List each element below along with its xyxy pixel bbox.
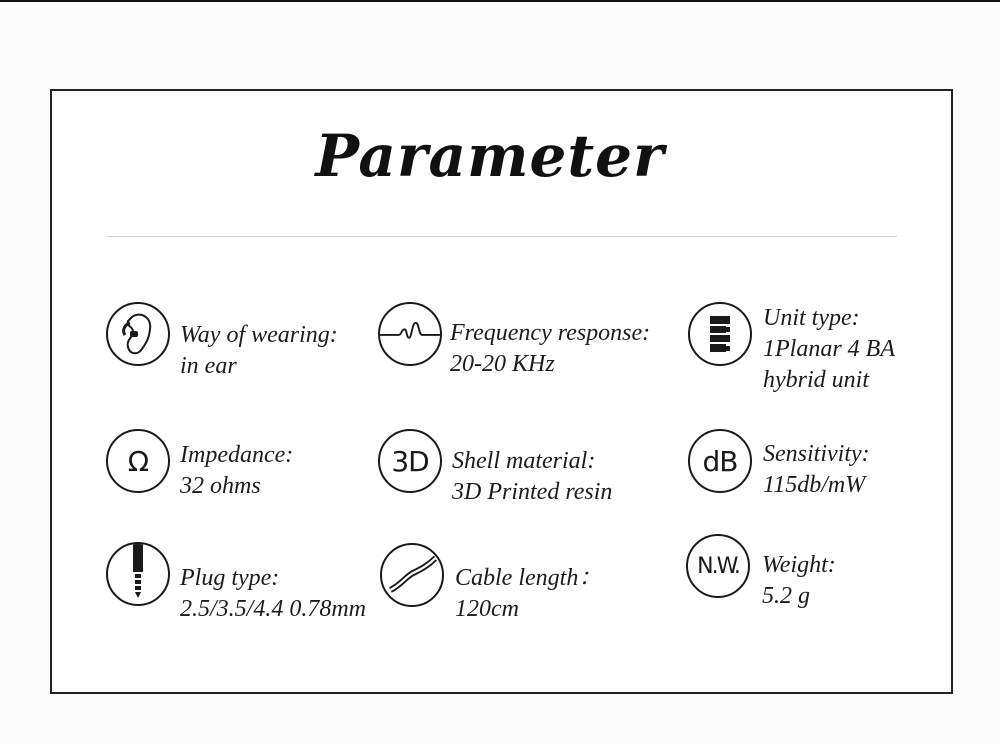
- param-value: 2.5/3.5/4.4 0.78mm: [180, 596, 366, 622]
- param-label: Shell material:: [452, 448, 596, 474]
- param-value: 32 ohms: [180, 473, 261, 499]
- driver-unit-icon: [688, 302, 752, 366]
- param-label: Weight:: [762, 552, 836, 578]
- 3d-icon: 3D: [378, 429, 442, 493]
- param-value: 3D Printed resin: [452, 479, 613, 505]
- param-value: in ear: [180, 353, 237, 379]
- title-divider: [107, 236, 897, 237]
- param-value: 20-20 KHz: [450, 351, 555, 377]
- param-label: Plug type:: [180, 565, 280, 591]
- param-value: 115db/mW: [763, 472, 866, 498]
- param-label: Sensitivity:: [763, 441, 870, 467]
- param-label: Impedance:: [180, 442, 294, 468]
- db-icon: dB: [688, 429, 752, 493]
- param-label: Way of wearing:: [180, 322, 338, 348]
- param-value: 1Planar 4 BA: [763, 336, 895, 362]
- net-weight-icon: N.W.: [686, 534, 750, 598]
- frequency-wave-icon: [378, 302, 442, 366]
- param-label: Cable length：: [455, 565, 603, 591]
- param-value: 5.2 g: [762, 583, 810, 609]
- param-value: 120cm: [455, 596, 519, 622]
- param-label: Frequency response:: [450, 320, 651, 346]
- ohm-icon: Ω: [106, 429, 170, 493]
- top-border-line: [0, 0, 1000, 2]
- page-title: Parameter: [315, 122, 665, 190]
- cable-icon: [380, 543, 444, 607]
- in-ear-earphone-icon: [106, 302, 170, 366]
- param-value: hybrid unit: [763, 367, 869, 393]
- plug-icon: [106, 542, 170, 606]
- param-label: Unit type:: [763, 305, 860, 331]
